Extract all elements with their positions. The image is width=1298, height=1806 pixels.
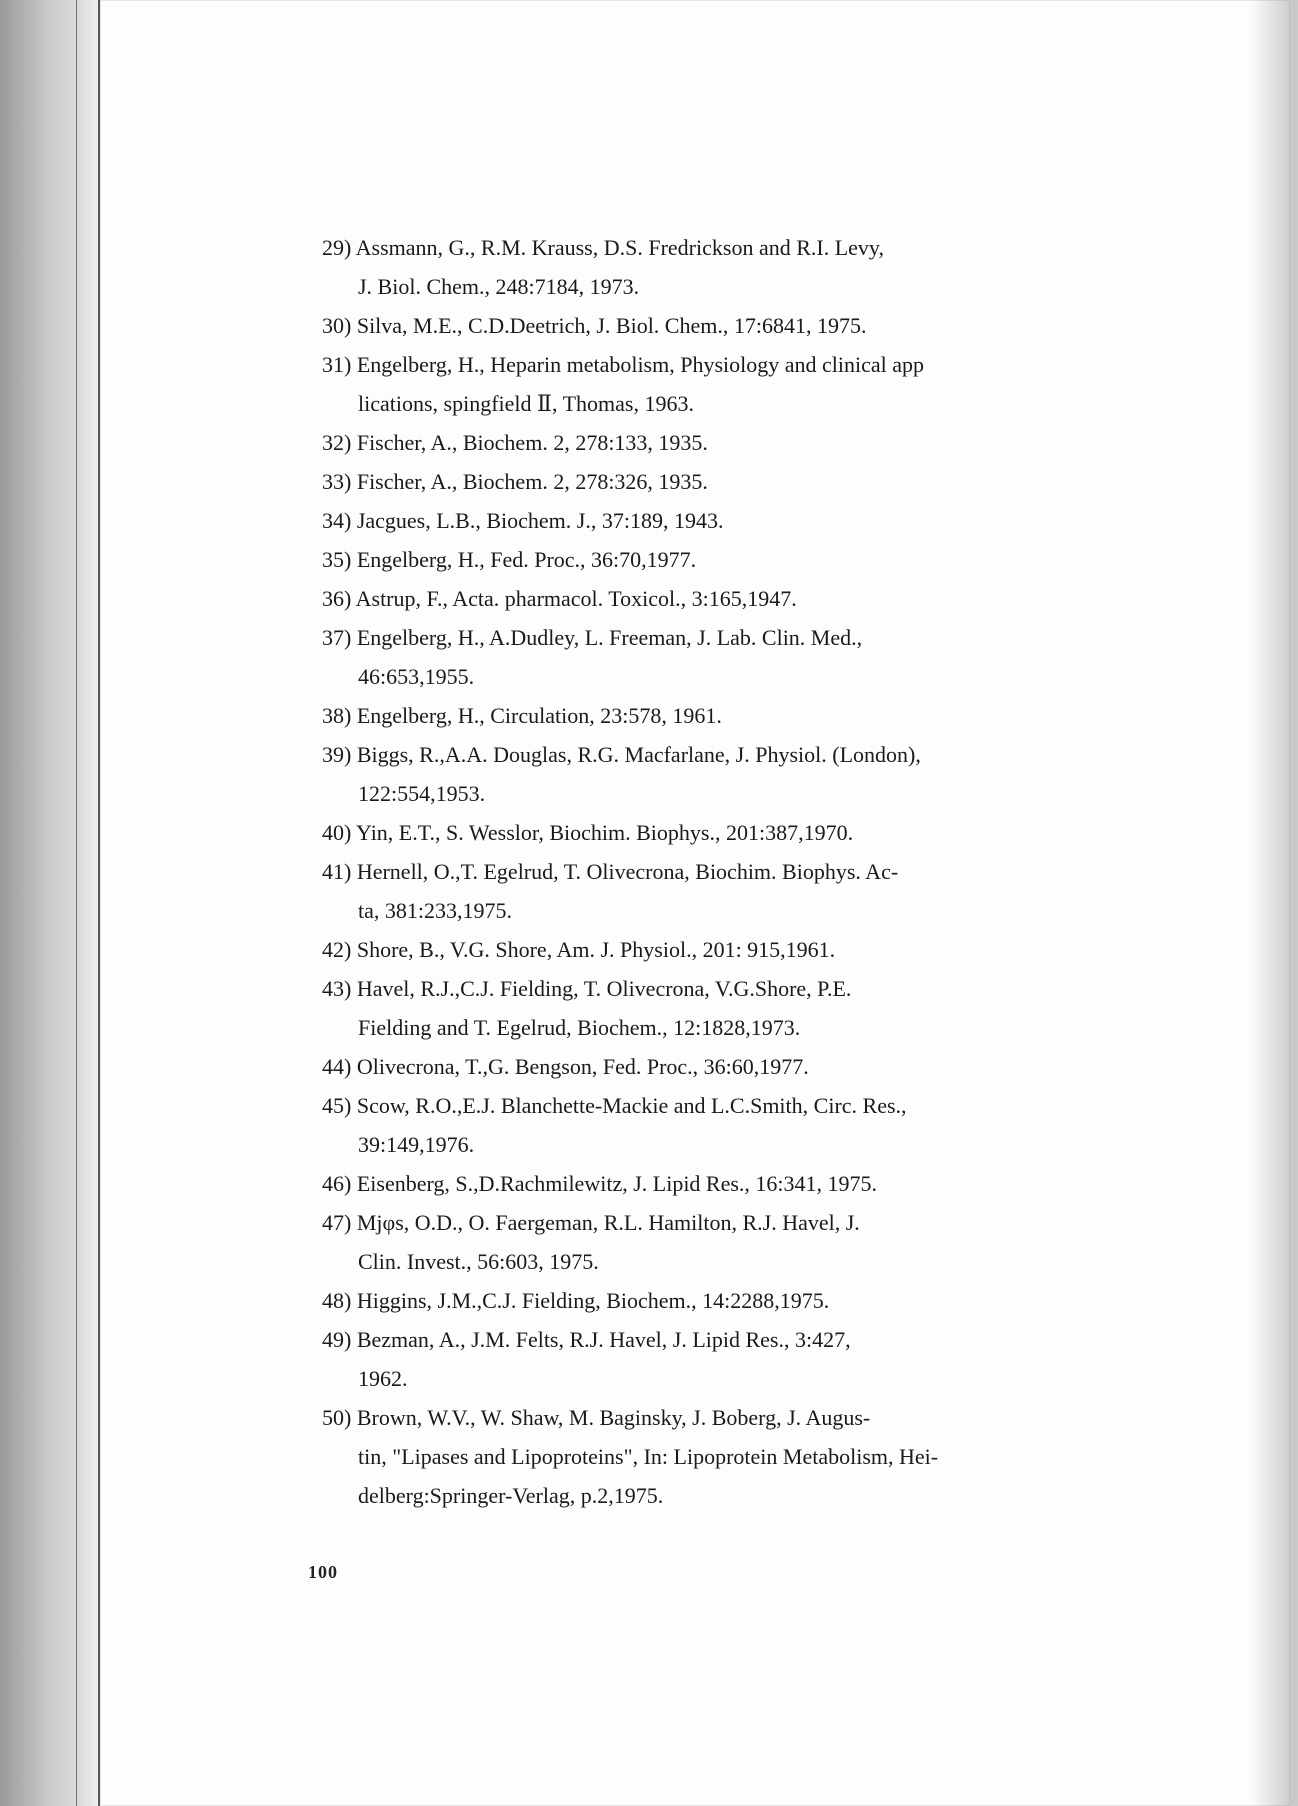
- reference-number: 37): [322, 625, 352, 650]
- reference-text: Jacgues, L.B., Biochem. J., 37:189, 1943.: [356, 508, 724, 533]
- reference-item: [322, 696, 1122, 735]
- reference-item: [322, 969, 1122, 1047]
- reference-number: 34): [322, 508, 352, 533]
- reference-text: Assmann, G., R.M. Krauss, D.S. Fredrickson and R.I. Levy,: [355, 235, 884, 260]
- reference-number: 41): [322, 859, 352, 884]
- reference-text: Higgins, J.M.,C.J. Fielding, Biochem., 14:2288,1975.: [356, 1288, 830, 1313]
- reference-item: [322, 540, 1122, 579]
- reference-text: Scow, R.O.,E.J. Blanchette-Mackie and L.C.Smith, Circ. Res.,: [356, 1093, 907, 1118]
- reference-continuation: tin, "Lipases and Lipoproteins", In: Lipoprotein Metabolism, Hei-: [358, 1444, 939, 1469]
- reference-continuation: ta, 381:233,1975.: [358, 898, 512, 923]
- reference-item: [322, 1398, 1122, 1515]
- reference-number: 30): [322, 313, 352, 338]
- reference-text: Engelberg, H., Fed. Proc., 36:70,1977.: [356, 547, 697, 572]
- page-number: 100: [308, 1562, 338, 1582]
- reference-item: [322, 462, 1122, 501]
- reference-item: [322, 1281, 1122, 1320]
- reference-number: 49): [322, 1327, 352, 1352]
- reference-text: Fischer, A., Biochem. 2, 278:326, 1935.: [356, 469, 708, 494]
- reference-item: [322, 306, 1122, 345]
- reference-text: Brown, W.V., W. Shaw, M. Baginsky, J. Boberg, J. Augus-: [356, 1405, 871, 1430]
- reference-item: [322, 501, 1122, 540]
- reference-item: [322, 735, 1122, 813]
- reference-continuation: lications, spingfield Ⅱ, Thomas, 1963.: [358, 391, 694, 416]
- reference-item: [322, 579, 1122, 618]
- reference-text: Hernell, O.,T. Egelrud, T. Olivecrona, Biochim. Biophys. Ac-: [356, 859, 899, 884]
- reference-number: 42): [322, 937, 352, 962]
- reference-list: [322, 228, 1122, 1515]
- page-right-shadow: [1250, 0, 1290, 1806]
- reference-text: Shore, B., V.G. Shore, Am. J. Physiol., 201: 915,1961.: [356, 937, 836, 962]
- reference-number: 50): [322, 1405, 352, 1430]
- reference-number: 43): [322, 976, 352, 1001]
- reference-number: 31): [322, 352, 352, 377]
- reference-item: [322, 228, 1122, 306]
- reference-number: 44): [322, 1054, 352, 1079]
- reference-text: Biggs, R.,A.A. Douglas, R.G. Macfarlane, J. Physiol. (London),: [356, 742, 921, 767]
- reference-number: 29): [322, 235, 352, 260]
- reference-item: [322, 852, 1122, 930]
- reference-continuation: 46:653,1955.: [358, 664, 475, 689]
- reference-text: Eisenberg, S.,D.Rachmilewitz, J. Lipid Res., 16:341, 1975.: [356, 1171, 878, 1196]
- reference-number: 48): [322, 1288, 352, 1313]
- reference-number: 38): [322, 703, 352, 728]
- reference-item: [322, 1086, 1122, 1164]
- reference-text: Engelberg, H., Circulation, 23:578, 1961.: [356, 703, 722, 728]
- reference-number: 45): [322, 1093, 352, 1118]
- reference-number: 47): [322, 1210, 352, 1235]
- reference-text: Astrup, F., Acta. pharmacol. Toxicol., 3:165,1947.: [355, 586, 797, 611]
- reference-continuation: 1962.: [358, 1366, 408, 1391]
- reference-number: 32): [322, 430, 352, 455]
- reference-continuation: 122:554,1953.: [358, 781, 486, 806]
- reference-text: Havel, R.J.,C.J. Fielding, T. Olivecrona, V.G.Shore, P.E.: [356, 976, 852, 1001]
- reference-item: [322, 930, 1122, 969]
- reference-text: Engelberg, H., A.Dudley, L. Freeman, J. Lab. Clin. Med.,: [356, 625, 863, 650]
- reference-item: [322, 618, 1122, 696]
- reference-continuation: Fielding and T. Egelrud, Biochem., 12:1828,1973.: [358, 1015, 801, 1040]
- reference-text: Yin, E.T., S. Wesslor, Biochim. Biophys., 201:387,1970.: [356, 820, 854, 845]
- reference-item: [322, 423, 1122, 462]
- reference-item: [322, 1164, 1122, 1203]
- reference-item: [322, 1320, 1122, 1398]
- reference-item: [322, 1047, 1122, 1086]
- reference-text: Silva, M.E., C.D.Deetrich, J. Biol. Chem., 17:6841, 1975.: [356, 313, 867, 338]
- reference-number: 33): [322, 469, 352, 494]
- reference-item: [322, 1203, 1122, 1281]
- reference-item: [322, 813, 1122, 852]
- reference-number: 36): [322, 586, 352, 611]
- reference-number: 40): [322, 820, 352, 845]
- reference-item: [322, 345, 1122, 423]
- reference-text: Engelberg, H., Heparin metabolism, Physiology and clinical app: [356, 352, 925, 377]
- reference-text: Bezman, A., J.M. Felts, R.J. Havel, J. Lipid Res., 3:427,: [356, 1327, 851, 1352]
- reference-text: Fischer, A., Biochem. 2, 278:133, 1935.: [356, 430, 708, 455]
- reference-number: 35): [322, 547, 352, 572]
- reference-continuation: J. Biol. Chem., 248:7184, 1973.: [358, 274, 640, 299]
- reference-continuation: Clin. Invest., 56:603, 1975.: [358, 1249, 599, 1274]
- reference-continuation: delberg:Springer-Verlag, p.2,1975.: [358, 1483, 664, 1508]
- reference-text: Mjφs, O.D., O. Faergeman, R.L. Hamilton, R.J. Havel, J.: [356, 1210, 860, 1235]
- reference-number: 46): [322, 1171, 352, 1196]
- reference-number: 39): [322, 742, 352, 767]
- reference-text: Olivecrona, T.,G. Bengson, Fed. Proc., 36:60,1977.: [356, 1054, 809, 1079]
- reference-continuation: 39:149,1976.: [358, 1132, 475, 1157]
